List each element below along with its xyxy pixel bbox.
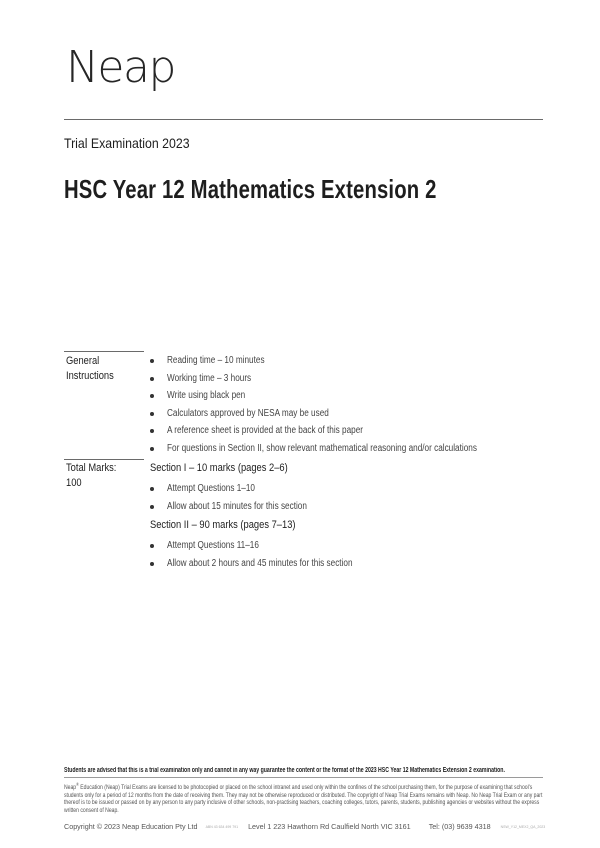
bullet-icon	[150, 562, 154, 566]
exam-subtitle: Trial Examination 2023	[64, 135, 190, 151]
label-line: Total Marks:	[66, 462, 117, 474]
trial-advisory: Students are advised that this is a trial examination only and cannot in any way guarantee the content or the format of the 2023 HSC Year 12 Mathematics Extension 2 examination.	[64, 767, 505, 774]
neap-logo: Neap	[66, 42, 175, 93]
bullet-icon	[150, 429, 154, 433]
bullet-icon	[150, 412, 154, 416]
publisher-footer	[64, 822, 545, 831]
label-line: General	[66, 355, 100, 367]
exam-title: HSC Year 12 Mathematics Extension 2	[64, 174, 437, 204]
general-instructions-label	[66, 354, 114, 384]
bullet-icon	[150, 487, 154, 491]
section-2-heading: Section II – 90 marks (pages 7–13)	[150, 519, 296, 531]
general-instructions-rule	[64, 351, 144, 352]
copyright: Copyright © 2023 Neap Education Pty Ltd	[64, 822, 198, 831]
bullet-icon	[150, 377, 154, 381]
bullet-icon	[150, 544, 154, 548]
bullet-icon	[150, 359, 154, 363]
phone: Tel: (03) 9639 4318	[428, 822, 491, 831]
label-line: Instructions	[66, 370, 114, 382]
total-marks-value: 100	[66, 477, 82, 489]
document-code: NSW_Y12_MEX2_QA_2023	[500, 825, 546, 830]
total-marks-rule	[64, 459, 144, 460]
bullet-icon	[150, 394, 154, 398]
header-divider	[64, 119, 543, 120]
licence-notice: Neap® Education (Neap) Trial Exams are licensed to be photocopied or placed on the school intranet and used only within the confines of the school purchasing them, for the purpose of examining that school's students only for a period of 12 months from the date of receiving them. They may not be otherwise reproduced or distributed. The copyright of Neap Trial Exams remains with Neap. No Neap Trial Exam or any part thereof is to be issued or passed on by any person to any party inclusive of other schools, non-practising teachers, coaching colleges, tutors, parents, students, publishing agencies or websites without the express written consent of Neap.	[64, 782, 543, 814]
section-1-heading: Section I – 10 marks (pages 2–6)	[150, 462, 288, 474]
bullet-icon	[150, 505, 154, 509]
total-marks-label	[66, 461, 116, 491]
address: Level 1 223 Hawthorn Rd Caulfield North VIC 3161	[248, 822, 411, 831]
footer-divider	[64, 777, 543, 778]
abn: ABN 43 634 499 791	[205, 825, 239, 830]
bullet-icon	[150, 447, 154, 451]
